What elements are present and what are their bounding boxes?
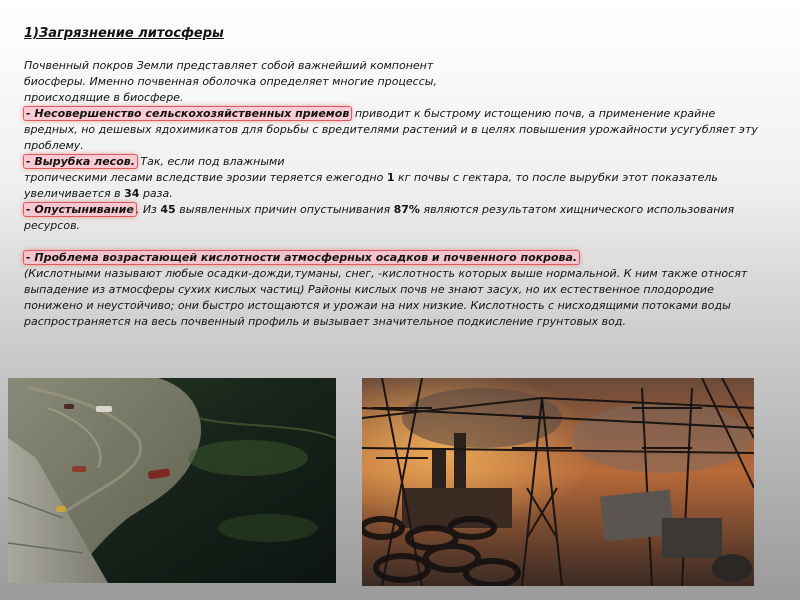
industrial-pollution-photo [362,378,754,586]
spacer [24,234,764,250]
item-deforestation-text-a: Так, если под влажными тропическими лесами вследствие эрозии теряется ежегодно [24,155,384,184]
item-deforestation-num-a: 1 [386,171,395,184]
polluted-water-image [8,378,336,583]
item-desertification-text-a: . Из [135,203,161,216]
intro-paragraph: Почвенный покров Земли представляет собой важнейший компонент биосферы. Именно почвенная оболочка определяет многие процессы, происходящие в биосфере. [24,59,437,104]
item-deforestation-num-b: 34 [124,187,140,200]
polluted-water-photo [8,378,336,583]
item-agriculture-highlight: - Несовершенство сельскохозяйственных приемов [26,107,350,120]
item-acidity-text: (Кислотными называют любые осадки-дожди,туманы, снег, -кислотность которых выше нормальной. К ним также относят выпадение из атмосферы сухих кислых частиц) Районы кислых почв не знают засух, но их естественное плодородие понижено и неустойчиво; они быстро истощаются и урожаи на них низкие. Кислотность с нисходящими потоками воды распространяется на весь почвенный профиль и вызывает значительное подкисление грунтовых вод. [24,267,748,328]
item-deforestation-text-b: кг почвы с гектара, то после вырубки этот показатель увеличивается в [24,171,718,200]
industrial-pollution-image [362,378,754,586]
item-desertification [24,202,764,234]
item-desertification-num-b: 87% [393,203,420,216]
item-deforestation-highlight: - Вырубка лесов. [26,155,135,168]
text-block [24,26,764,330]
item-desertification-num-a: 45 [160,203,176,216]
item-agriculture-text: приводит к быстрому истощению почв, а применение крайне вредных, но дешевых ядохимикатов для борьбы с вредителями растений и в целях повышения урожайности усугубляет эту проблему. [24,107,758,152]
item-desertification-text-c: являются результатом хищнического использования ресурсов. [24,203,735,232]
item-agriculture [24,106,764,154]
item-acidity-highlight: - Проблема возрастающей кислотности атмосферных осадков и почвенного покрова. [26,251,578,264]
slide-title: 1)Загрязнение литосферы [24,26,224,41]
item-deforestation [24,154,764,202]
item-deforestation-text-c: раза. [139,187,173,200]
item-desertification-text-b: выявленных причин опустынивания [175,203,394,216]
item-acidity [24,250,764,330]
item-desertification-highlight: - Опустынивание [26,203,134,216]
